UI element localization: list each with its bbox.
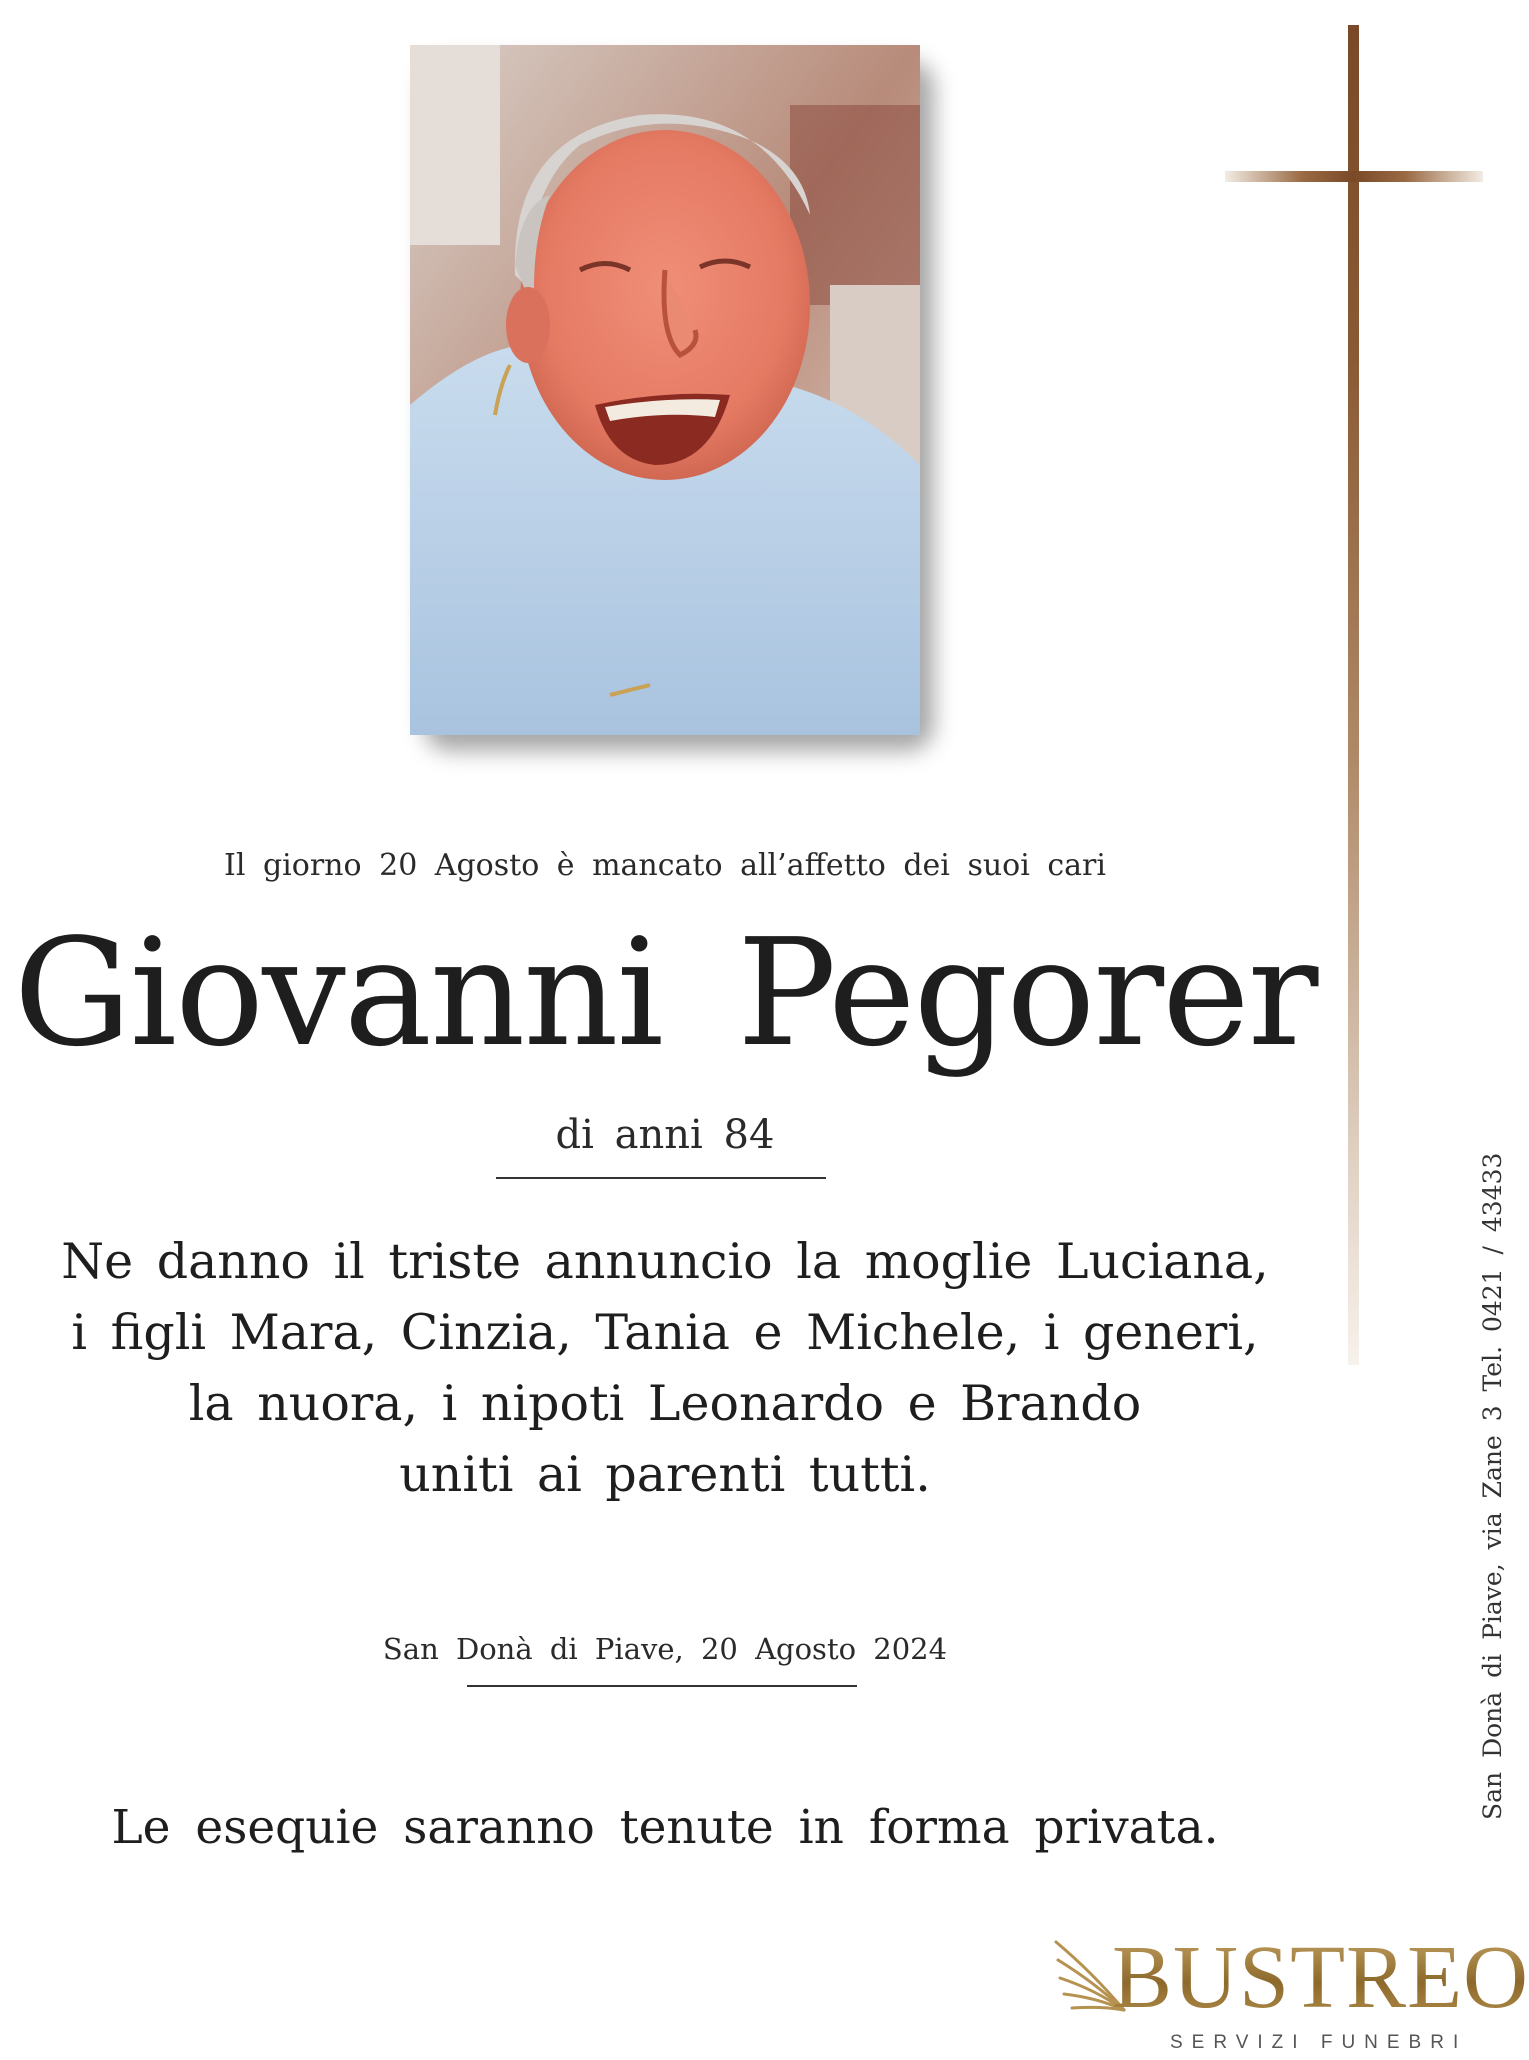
age-line: di anni 84 bbox=[555, 1112, 775, 1158]
funeral-home-logo bbox=[1052, 1928, 1529, 2053]
contact-info: San Donà di Piave, via Zane 3 Tel. 0421 / 43433 bbox=[1478, 1152, 1507, 1820]
announcement-line-3: la nuora, i nipoti Leonardo e Brando bbox=[188, 1375, 1142, 1432]
cross-icon bbox=[1348, 25, 1359, 1365]
cross-bar bbox=[1225, 171, 1483, 182]
age-divider bbox=[496, 1177, 826, 1179]
intro-line: Il giorno 20 Agosto è mancato all’affetto dei suoi cari bbox=[224, 848, 1106, 883]
funeral-note: Le esequie saranno tenute in forma privata. bbox=[111, 1800, 1219, 1855]
place-date: San Donà di Piave, 20 Agosto 2024 bbox=[382, 1632, 948, 1666]
announcement-line-2: i figli Mara, Cinzia, Tania e Michele, i generi, bbox=[71, 1304, 1259, 1361]
deceased-name: Giovanni Pegorer bbox=[13, 907, 1317, 1079]
announcement-text bbox=[0, 1226, 1330, 1510]
logo-tagline: SERVIZI FUNEBRI bbox=[1170, 2032, 1468, 2053]
date-divider bbox=[467, 1685, 857, 1687]
logo-wordmark: BUSTREO bbox=[1112, 1928, 1529, 2027]
portrait-photo bbox=[410, 45, 920, 735]
announcement-line-4: uniti ai parenti tutti. bbox=[399, 1446, 931, 1503]
announcement-line-1: Ne danno il triste annuncio la moglie Luciana, bbox=[61, 1233, 1269, 1290]
